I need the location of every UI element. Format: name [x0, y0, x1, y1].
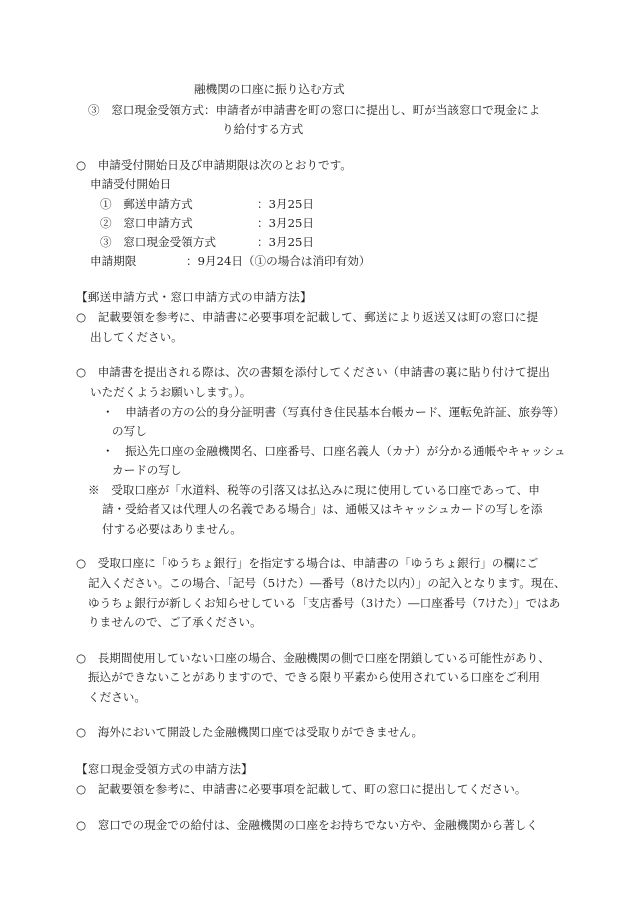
schedule-item-date: ：3月25日 — [257, 197, 314, 211]
bullet2-line1: ・ 振込先口座の金融機関名、口座番号、口座名義人（カナ）が分かる通帳やキャッシュ — [102, 444, 566, 458]
mail-p3-line3: ゆうちょ銀行が新しくお知らせしている「支店番号（3けた）―口座番号（7けた）」ではあ — [88, 596, 561, 610]
note-line2: 請・受給者又は代理人の名義である場合」は、通帳又はキャッシュカードの写しを添 — [102, 502, 543, 516]
mail-p3-line2: 記入ください。この場合、「記号（5けた）―番号（8けた以内）」の記入となります。現在、 — [88, 576, 566, 590]
schedule-item-label: ① 郵送申請方式 — [100, 197, 193, 211]
mail-p3-line4: りませんので、ご了承ください。 — [88, 615, 262, 629]
schedule-item-date: ：3月25日 — [257, 216, 314, 230]
section-heading-mail-window: 【郵送申請方式・窓口申請方式の申請方法】 — [76, 290, 312, 304]
schedule-item-label: ② 窓口申請方式 — [100, 216, 193, 230]
mail-p4-line2: 振込ができないことがありますので、できる限り平素から使用されている口座をご利用 — [88, 670, 540, 684]
section-heading-cash: 【窓口現金受領方式の申請方法】 — [76, 762, 253, 776]
note-line3: 付する必要はありません。 — [102, 522, 242, 536]
schedule-intro: ○ 申請受付開始日及び申請期限は次のとおりです。 — [76, 158, 352, 172]
mail-p2-line2: いただくようお願いします。）。 — [90, 385, 252, 399]
schedule-start-heading: 申請受付開始日 — [90, 177, 172, 191]
mail-p4-line3: ください。 — [88, 690, 146, 704]
schedule-item-date: ：3月25日 — [257, 235, 314, 249]
mail-p3-line1: ○ 受取口座に「ゆうちょ銀行」を指定する場合は、申請書の「ゆうちょ銀行」の欄にご — [76, 556, 539, 570]
method2-continuation: 融機関の口座に振り込む方式 — [194, 82, 345, 96]
bullet1-line2: の写し — [112, 424, 147, 438]
cash-p1-line1: ○ 記載要領を参考に、申請書に必要事項を記載して、町の窓口に提出してください。 — [76, 782, 527, 796]
deadline-label: 申請期限 — [90, 254, 137, 268]
bullet2-line2: カードの写し — [112, 463, 182, 477]
mail-p1-line2: 出してください。 — [90, 330, 183, 344]
mail-p1-line1: ○ 記載要領を参考に、申請書に必要事項を記載して、郵送により返送又は町の窓口に提 — [76, 310, 539, 324]
deadline-value: ：9月24日（①の場合は消印有効） — [186, 254, 371, 268]
method3-line2: り給付する方式 — [222, 122, 304, 136]
mail-p2-line1: ○ 申請書を提出される際は、次の書類を添付してください（申請書の裏に貼り付けて提出 — [76, 365, 550, 379]
note-line1: ※ 受取口座が「水道料、税等の引落又は払込みに現に使用している口座であって、申 — [88, 483, 540, 497]
method3-line1: ③ 窓口現金受領方式：申請者が申請書を町の窓口に提出し、町が当該窓口で現金によ — [88, 103, 541, 117]
schedule-item-label: ③ 窓口現金受領方式 — [100, 235, 216, 249]
bullet1-line1: ・ 申請者の方の公的身分証明書（写真付き住民基本台帳カード、運転免許証、旅券等） — [102, 405, 565, 419]
mail-p4-line1: ○ 長期間使用していない口座の場合、金融機関の側で口座を閉鎖している可能性があり、 — [76, 651, 550, 665]
mail-p5-line1: ○ 海外において開設した金融機関口座では受取りができません。 — [76, 725, 424, 739]
cash-p2-line1: ○ 窓口での現金での給付は、金融機関の口座をお持ちでない方や、金融機関から著しく — [76, 818, 538, 832]
